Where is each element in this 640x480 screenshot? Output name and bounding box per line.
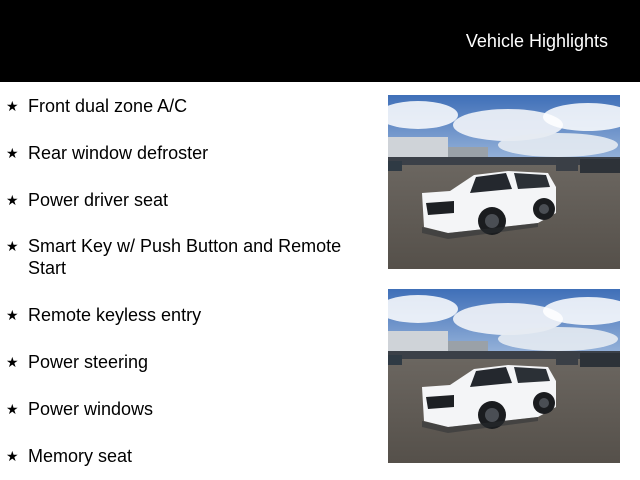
star-bullet-icon: ★ [6, 307, 19, 323]
feature-item [6, 304, 376, 326]
feature-label: Smart Key w/ Push Button and Remote Start [28, 236, 342, 278]
feature-item [6, 189, 376, 211]
feature-item [6, 142, 376, 164]
star-bullet-icon: ★ [6, 98, 19, 114]
feature-label: Power windows [28, 399, 154, 419]
feature-label: Remote keyless entry [28, 305, 202, 325]
feature-label: Rear window defroster [28, 143, 209, 163]
feature-label: Memory seat [28, 446, 133, 466]
star-bullet-icon: ★ [6, 448, 19, 464]
feature-item [6, 235, 376, 279]
star-bullet-icon: ★ [6, 401, 19, 417]
suv-photo-image [388, 289, 620, 463]
star-bullet-icon: ★ [6, 238, 19, 254]
page-title: Vehicle Highlights [465, 31, 608, 51]
vehicle-photo[interactable] [388, 289, 620, 463]
feature-item [6, 95, 376, 117]
feature-label: Power steering [28, 352, 149, 372]
star-bullet-icon: ★ [6, 354, 19, 370]
vehicle-photo[interactable] [388, 95, 620, 269]
feature-label: Front dual zone A/C [28, 96, 188, 116]
header-bar [0, 0, 640, 82]
star-bullet-icon: ★ [6, 192, 19, 208]
feature-item [6, 398, 376, 420]
suv-photo-image [388, 95, 620, 269]
feature-item [6, 351, 376, 373]
star-bullet-icon: ★ [6, 145, 19, 161]
feature-label: Power driver seat [28, 190, 169, 210]
feature-item [6, 445, 376, 467]
